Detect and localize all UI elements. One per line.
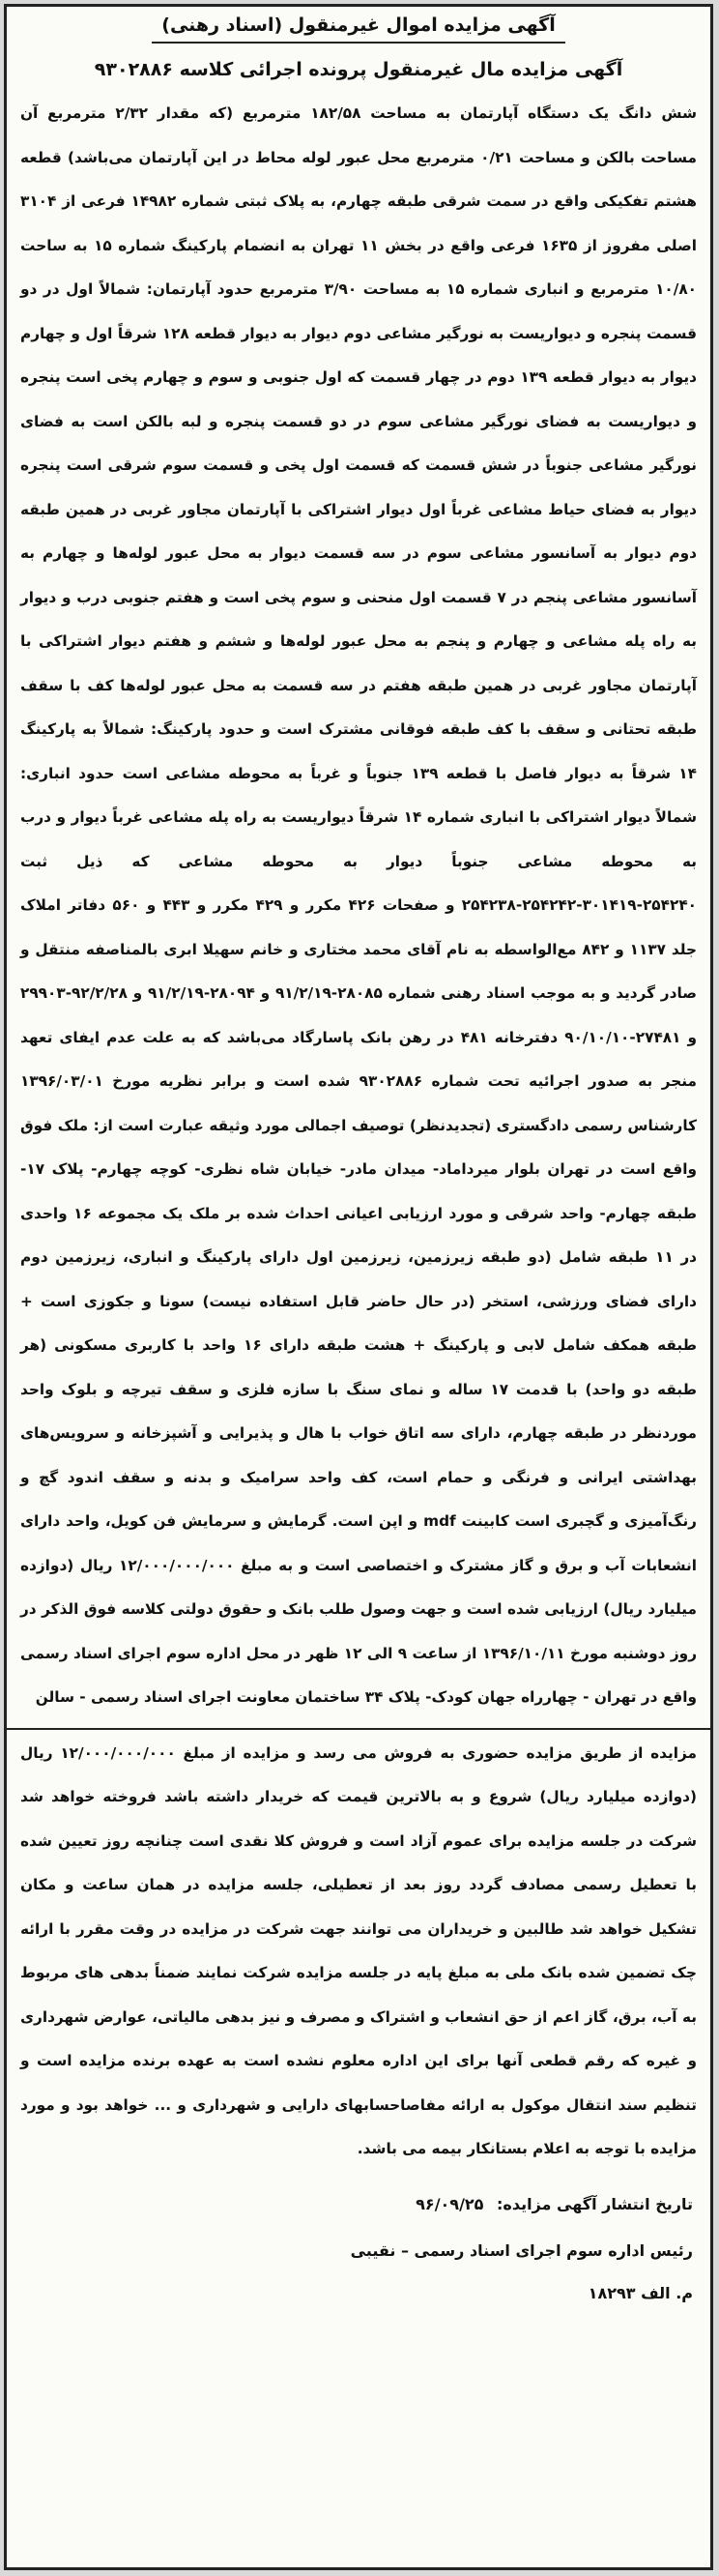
publish-date-line [24, 2181, 693, 2228]
notice-code: م. الف ۱۸۲۹۳ [588, 2283, 693, 2302]
property-description: شش دانگ یک دستگاه آپارتمان به مساحت ۱۸۲/۵۸ مترمربع (که مقدار ۲/۳۲ مترمربع آن مساحت بالکن و مساحت ۰/۲۱ مترمربع محل عبور لوله محاط در این آپارتمان می‌باشد) قطعه هشتم تفکیکی واقع در سمت شرقی طبقه چهارم، به پلاک ثبتی شماره ۱۴۹۸۲ فرعی از ۳۱۰۴ اصلی مفروز از ۱۶۳۵ فرعی واقع در بخش ۱۱ تهران به انضمام پارکینگ شماره ۱۵ به ساحت ۱۰/۸۰ مترمربع و انباری شماره ۱۵ به مساحت ۳/۹۰ مترمربع حدود آپارتمان: شمالاً اول در دو قسمت پنجره و دیواریست به نورگیر مشاعی دوم دیوار به دیوار قطعه ۱۲۸ شرقاً اول و چهارم دیوار به دیوار قطعه ۱۳۹ دوم در چهار قسمت که اول جنوبی و سوم و چهارم پخی است پنجره و دیواریست به فضای نورگیر مشاعی سوم در دو قسمت پنجره و لبه بالکن است به فضای نورگیر مشاعی جنوباً در شش قسمت که قسمت اول پخی و قسمت سوم شرقی است پنجره دیوار به فضای حیاط مشاعی غرباً اول دیوار اشتراکی با آپارتمان مجاور غربی در همین طبقه دوم دیوار به آسانسور مشاعی سوم در سه قسمت دیوار به محل عبور لوله‌ها و چهارم به آسانسور مشاعی پنجم در ۷ قسمت اول منحنی و سوم پخی است و هفتم جنوبی درب و دیوار به راه پله مشاعی و چهارم و پنجم به محل عبور لوله‌ها و ششم و هفتم دیوار اشتراکی با آپارتمان مجاور غربی در همین طبقه هفتم در سه قسمت به محل عبور لوله‌ها کف با سقف طبقه تحتانی و سقف با کف طبقه فوقانی مشترک است و حدود پارکینگ: شمالاً به پارکینگ ۱۴ شرقاً به دیوار فاصل با قطعه ۱۳۹ جنوباً و غرباً به محوطه مشاعی است حدود انباری: شمالاً دیوار اشتراکی با انباری شماره ۱۴ شرقاً دیواریست به راه پله مشاعی غرباً دیوار و درب به محوطه مشاعی جنوباً دیوار به محوطه مشاعی که ذیل ثبت ۲۵۴۲۴۰-۳۰۱۴۱۹-۲۵۴۲۴۲-۲۵۴۲۳۸ و صفحات ۴۲۶ مکرر و ۴۲۹ مکرر و ۴۴۳ و ۵۶۰ دفاتر املاک جلد ۱۱۳۷ و ۸۴۲ مع‌الواسطه به نام آقای محمد مختاری و خانم سهیلا ابری بالمناصفه منتقل و صادر گردید و به موجب اسناد رهنی شماره ۲۸۰۸۵-۹۱/۲/۱۹ و ۲۸۰۹۴-۹۱/۲/۱۹ و ۹۲/۲/۲۸-۲۹۹۰۳ و ۲۷۴۸۱-۹۰/۱۰/۱۰ دفترخانه ۴۸۱ در رهن بانک پاسارگاد می‌باشد که به علت عدم ایفای تعهد منجر به صدور اجرائیه تحت شماره ۹۳۰۲۸۸۶ شده است و برابر نظریه مورخ ۱۳۹۶/۰۳/۰۱ کارشناس رسمی دادگستری (تجدیدنظر) توصیف اجمالی مورد وثیقه عبارت است از: ملک فوق واقع است در تهران بلوار میرداماد- میدان مادر- خیابان شاه نظری- کوچه چهارم- پلاک ۱۷- طبقه چهارم- واحد شرقی و مورد ارزیابی اعیانی احداث شده بر ملک یک مجموعه ۱۶ واحدی در ۱۱ طبقه شامل (دو طبقه زیرزمین، زیرزمین اول دارای پارکینگ و انباری، زیرزمین دوم دارای فضای ورزشی، استخر (در حال حاضر قابل استفاده نیست) سونا و جکوزی است + طبقه همکف شامل لابی و پارکینگ + هشت طبقه دارای ۱۶ واحد با کاربری مسکونی (هر طبقه دو واحد) با قدمت ۱۷ ساله و نمای سنگ با سازه فلزی و سقف تیرچه و بلوک واحد موردنظر در طبقه چهارم، دارای سه اتاق خواب با هال و پذیرایی و آشپزخانه و سرویس‌های بهداشتی ایرانی و فرنگی و حمام است، کف واحد سرامیک و بدنه و سقف اندود گچ و رنگ‌آمیزی و گچبری است کابینت mdf و اپن است. گرمایش و سرمایش فن کویل، واحد دارای انشعابات آب و برق و گاز مشترک و اختصاصی است و به مبلغ ۱۲/۰۰۰/۰۰۰/۰۰۰ ریال (دوازده میلیارد ریال) ارزیابی شده است و جهت وصول طلب بانک و حقوق دولتی کلاسه فوق الذکر در روز دوشنبه مورخ ۱۳۹۶/۱۰/۱۱ از ساعت ۹ الی ۱۲ ظهر در محل اداره سوم اجرای اسناد رسمی واقع در تهران - چهارراه جهان کودک- پلاک ۳۴ ساختمان معاونت اجرای اسناد رسمی - سالن [20, 104, 698, 1706]
publish-date-value: ۹۶/۰۹/۲۵ [416, 2194, 484, 2213]
notice-subtitle: آگهی مزایده مال غیرمنقول پرونده اجرائی کلاسه ۹۳۰۲۸۸۶ [94, 59, 623, 80]
auction-terms: مزایده از طریق مزایده حضوری به فروش می رسد و مزایده از مبلغ ۱۲/۰۰۰/۰۰۰/۰۰۰ ریال (دوازده میلیارد ریال) شروع و به بالاترین قیمت که خریدار داشته باشد فروخته خواهد شد شرکت در جلسه مزایده برای عموم آزاد است و فروش کلا نقدی است چنانچه روز تعیین شده با تعطیل رسمی مصادف گردد روز بعد از تعطیلی، جلسه مزایده در همان ساعت و مکان تشکیل خواهد شد طالبین و خریداران می توانند جهت شرکت در مزایده در وقت مقرر با ارائه چک تضمین شده بانک ملی به مبلغ پایه در جلسه مزایده شرکت نمایند ضمناً بدهی های مربوط به آب، برق، گاز اعم از حق انشعاب و اشتراک و مصرف و نیز بدهی مالیاتی، عوارض شهرداری و غیره که رقم قطعی آنها برای این اداره معلوم نشده است به عهده برنده مزایده است و تنظیم سند انتقال موکول به ارائه مفاصاحسابهای دارایی و شهرداری و ... خواهد بود و مورد مزایده با توجه به اعلام بستانکار بیمه می باشد. [20, 1743, 697, 2157]
notice-header [7, 7, 710, 80]
notice-title: آگهی مزایده اموال غیرمنقول (اسناد رهنی) [152, 15, 564, 44]
notice-page [4, 4, 713, 2570]
notice-footer [7, 2172, 710, 2313]
signature-line: رئیس اداره سوم اجرای اسناد رسمی – نقیبی [350, 2240, 693, 2260]
publish-date-label: تاریخ انتشار آگهی مزایده: [497, 2194, 693, 2213]
